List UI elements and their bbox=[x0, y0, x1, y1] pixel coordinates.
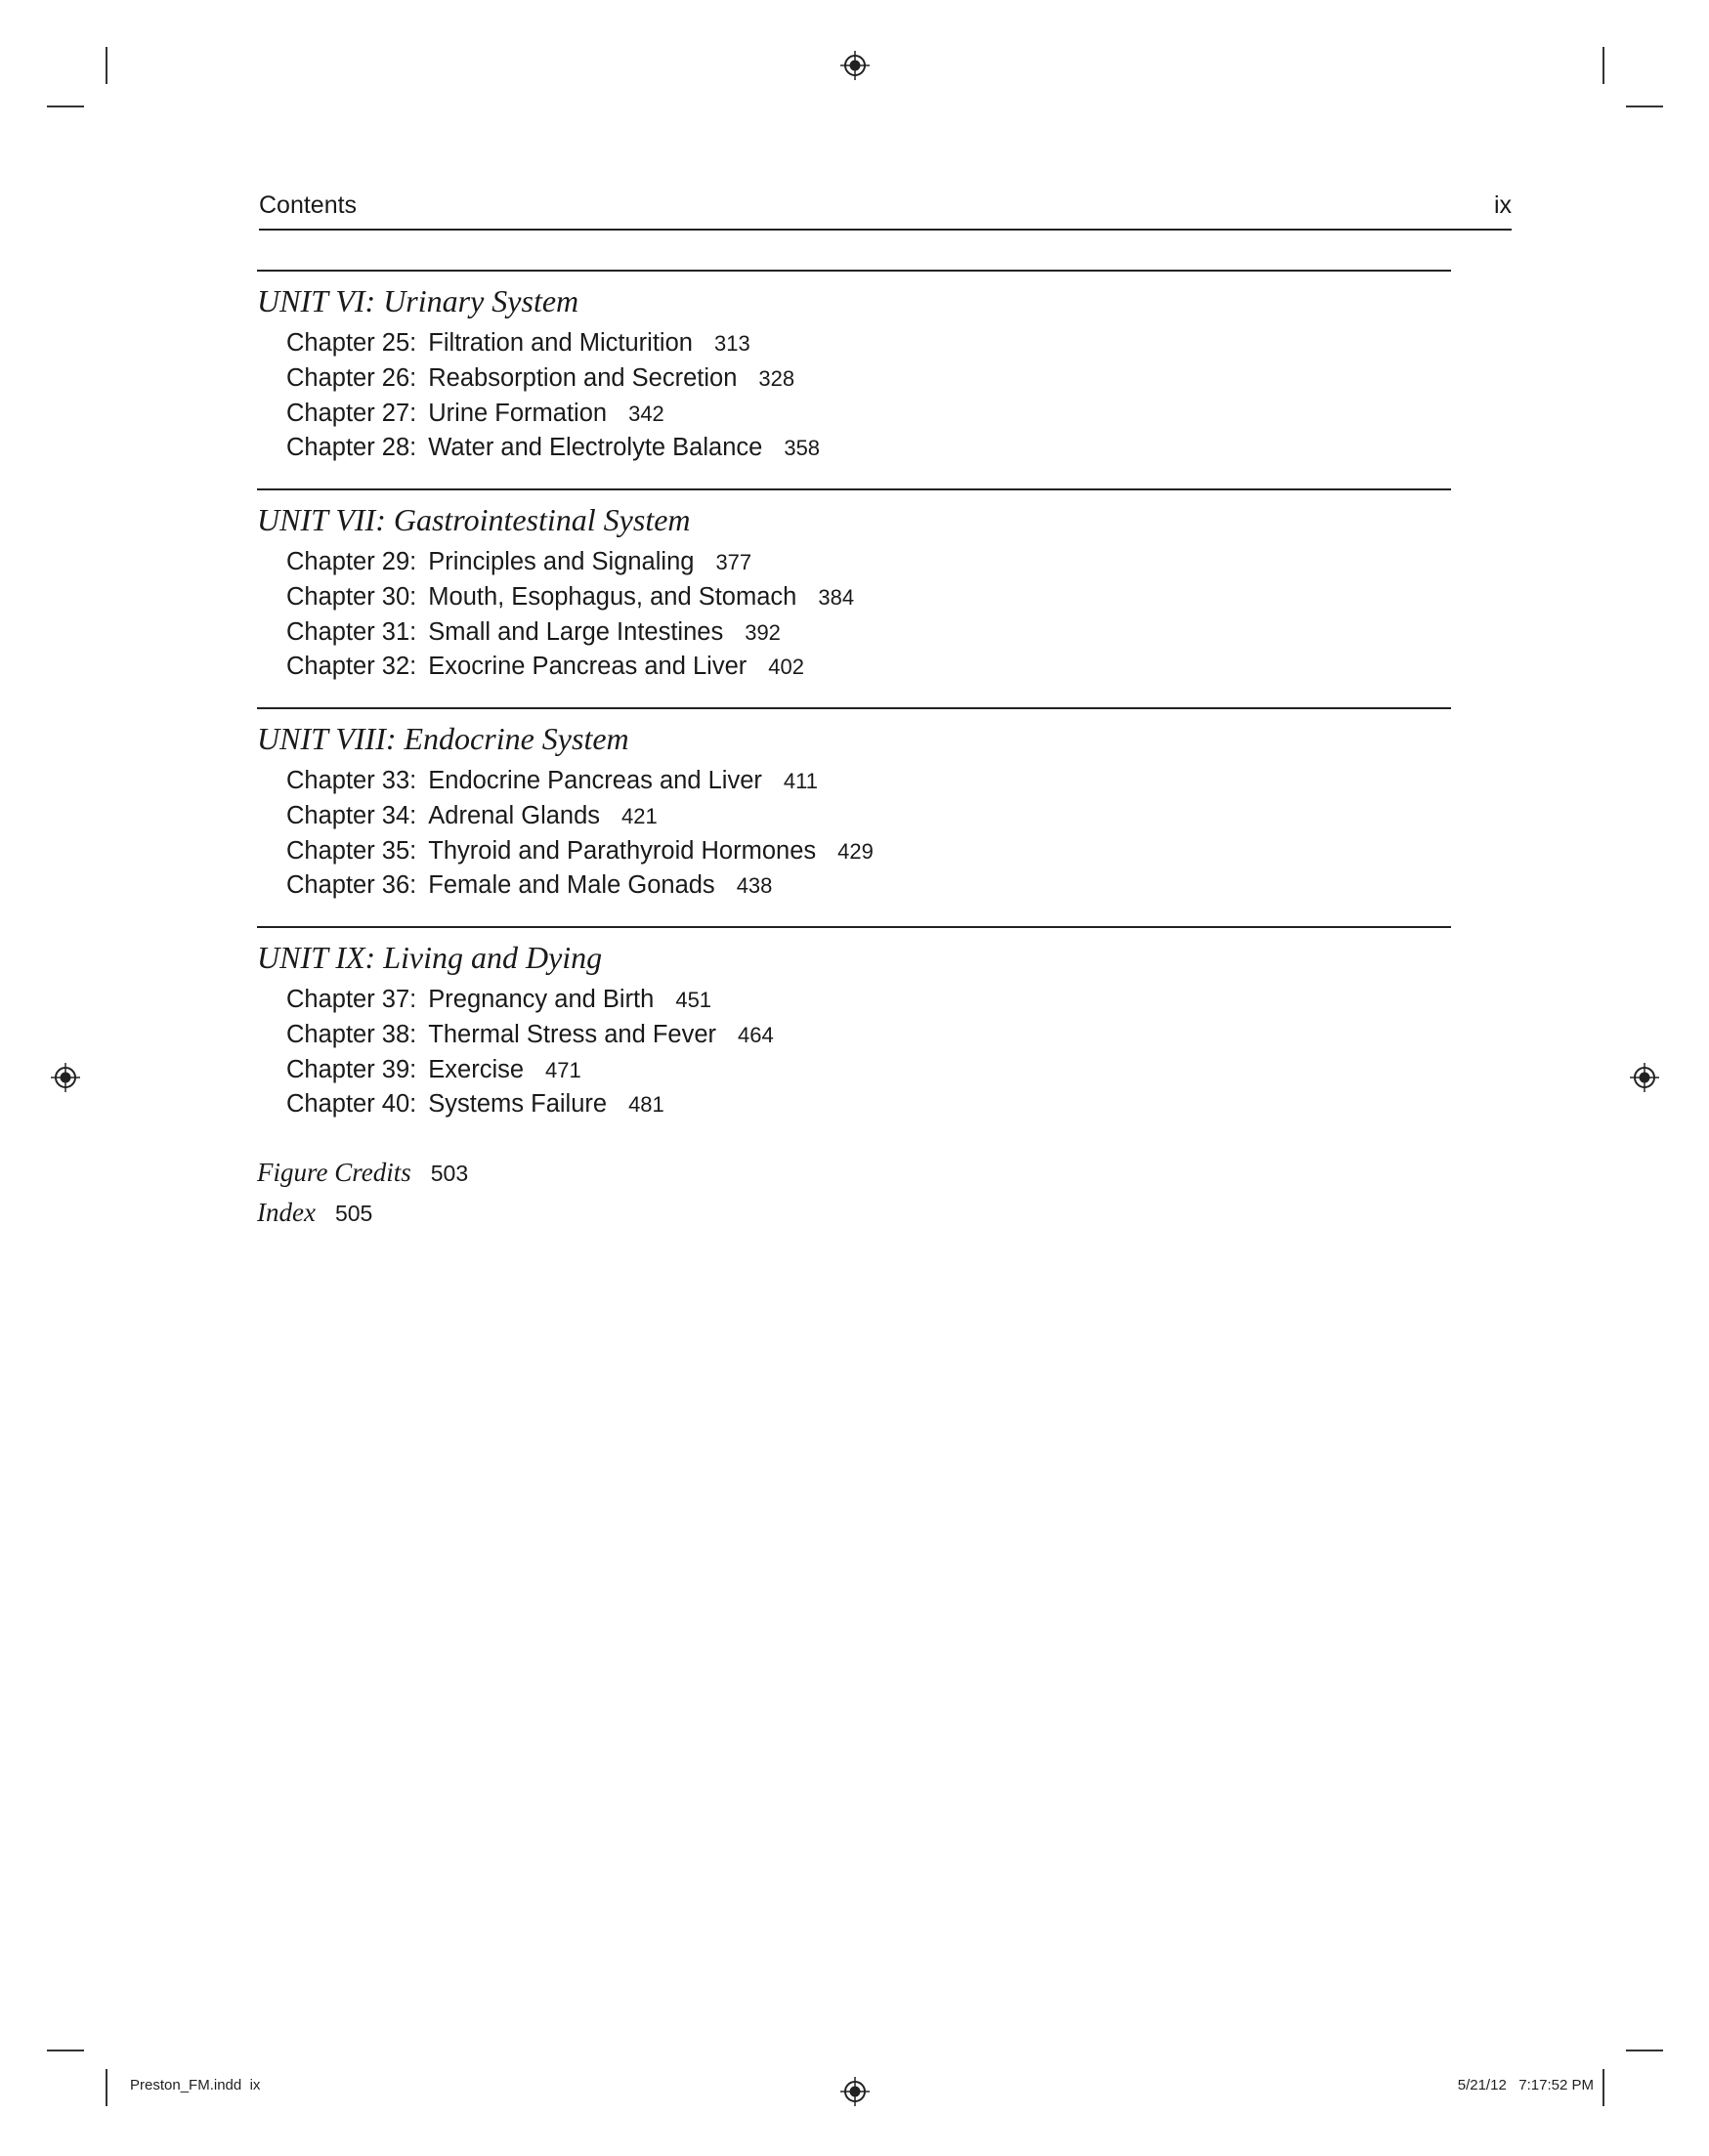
chapter-title: Principles and Signaling bbox=[428, 548, 695, 575]
chapter-entry bbox=[286, 834, 1451, 869]
chapter-entry bbox=[286, 650, 1451, 685]
chapter-title: Mouth, Esophagus, and Stomach bbox=[428, 582, 797, 611]
chapter-title: Urine Formation bbox=[428, 399, 608, 427]
chapter-entry bbox=[286, 799, 1451, 834]
chapter-title: Endocrine Pancreas and Liver bbox=[428, 767, 762, 794]
chapter-entry bbox=[286, 1018, 1451, 1053]
chapter-number: Chapter 25: bbox=[286, 329, 417, 357]
chapter-entry bbox=[286, 361, 1451, 397]
back-matter-entry bbox=[257, 1155, 468, 1195]
back-matter-entry bbox=[257, 1195, 468, 1235]
chapter-number: Chapter 32: bbox=[286, 653, 417, 681]
chapter-title: Small and Large Intestines bbox=[428, 617, 724, 646]
chapter-page: 313 bbox=[713, 331, 750, 356]
unit-title: UNIT VII: Gastrointestinal System bbox=[257, 502, 691, 537]
chapter-entry bbox=[286, 397, 1451, 432]
chapter-title: Pregnancy and Birth bbox=[428, 986, 655, 1013]
chapter-page: 421 bbox=[621, 803, 658, 828]
crop-mark-bottom-right-horizontal bbox=[1626, 2050, 1663, 2051]
unit-title: UNIT VI: Urinary System bbox=[257, 283, 579, 318]
chapter-title: Filtration and Micturition bbox=[428, 329, 693, 357]
chapter-page: 438 bbox=[736, 873, 773, 899]
running-head-title: Contents bbox=[259, 191, 358, 219]
chapter-number: Chapter 28: bbox=[286, 434, 417, 462]
chapter-entry bbox=[286, 545, 1451, 580]
chapter-number: Chapter 26: bbox=[286, 363, 417, 392]
chapter-number: Chapter 33: bbox=[286, 767, 417, 794]
crop-mark-bottom-left-horizontal bbox=[47, 2050, 84, 2051]
chapter-page: 471 bbox=[545, 1057, 581, 1082]
chapter-number: Chapter 38: bbox=[286, 1020, 417, 1048]
chapter-list bbox=[286, 545, 1451, 685]
page-folio: ix bbox=[1493, 191, 1512, 219]
chapter-title: Thyroid and Parathyroid Hormones bbox=[428, 836, 817, 865]
chapter-page: 328 bbox=[758, 365, 795, 391]
unit-section bbox=[257, 707, 1451, 904]
chapter-entry bbox=[286, 764, 1451, 799]
chapter-number: Chapter 31: bbox=[286, 617, 417, 646]
chapter-title: Female and Male Gonads bbox=[428, 871, 715, 900]
chapter-title: Adrenal Glands bbox=[428, 801, 601, 829]
slug-timestamp: 5/21/12 7:17:52 PM bbox=[1457, 2077, 1594, 2093]
chapter-page: 342 bbox=[628, 401, 664, 426]
back-matter-label: Figure Credits bbox=[257, 1158, 411, 1187]
chapter-title: Thermal Stress and Fever bbox=[428, 1020, 717, 1048]
registration-mark-icon bbox=[51, 1063, 80, 1092]
chapter-page: 358 bbox=[784, 436, 821, 461]
chapter-page: 377 bbox=[715, 550, 752, 574]
back-matter-page: 503 bbox=[430, 1161, 469, 1186]
back-matter-page: 505 bbox=[334, 1201, 373, 1226]
chapter-entry bbox=[286, 326, 1451, 361]
chapter-page: 464 bbox=[738, 1022, 774, 1047]
slug-page: ix bbox=[249, 2077, 261, 2093]
chapter-entry bbox=[286, 1087, 1451, 1122]
chapter-entry bbox=[286, 580, 1451, 615]
crop-mark-top-left-horizontal bbox=[47, 106, 84, 107]
chapter-page: 481 bbox=[628, 1092, 664, 1118]
chapter-number: Chapter 29: bbox=[286, 548, 417, 575]
crop-mark-top-right-vertical bbox=[1602, 47, 1604, 84]
chapter-list bbox=[286, 326, 1451, 466]
chapter-entry bbox=[286, 431, 1451, 466]
crop-mark-top-right-horizontal bbox=[1626, 106, 1663, 107]
chapter-title: Water and Electrolyte Balance bbox=[428, 434, 763, 462]
crop-mark-bottom-right-vertical bbox=[1602, 2069, 1604, 2106]
chapter-number: Chapter 37: bbox=[286, 986, 417, 1013]
chapter-entry bbox=[286, 1053, 1451, 1088]
running-head bbox=[259, 190, 1512, 231]
unit-section bbox=[257, 926, 1451, 1122]
chapter-entry bbox=[286, 868, 1451, 904]
chapter-number: Chapter 36: bbox=[286, 871, 417, 900]
chapter-number: Chapter 40: bbox=[286, 1090, 417, 1119]
chapter-number: Chapter 39: bbox=[286, 1055, 417, 1083]
chapter-title: Exercise bbox=[428, 1055, 525, 1083]
registration-mark-icon bbox=[1630, 1063, 1659, 1092]
chapter-page: 451 bbox=[675, 988, 712, 1012]
registration-mark-icon bbox=[840, 2077, 870, 2106]
chapter-page: 402 bbox=[768, 655, 804, 680]
slug-file-name: Preston_FM.indd bbox=[130, 2077, 242, 2093]
registration-mark-icon bbox=[840, 51, 870, 80]
unit-title: UNIT IX: Living and Dying bbox=[257, 940, 603, 975]
chapter-number: Chapter 27: bbox=[286, 399, 417, 427]
chapter-title: Reabsorption and Secretion bbox=[428, 363, 738, 392]
unit-section bbox=[257, 270, 1451, 466]
chapter-entry bbox=[286, 983, 1451, 1018]
chapter-page: 429 bbox=[837, 838, 874, 864]
crop-mark-top-left-vertical bbox=[106, 47, 107, 84]
unit-title: UNIT VIII: Endocrine System bbox=[257, 721, 629, 756]
chapter-list bbox=[286, 764, 1451, 904]
chapter-list bbox=[286, 983, 1451, 1122]
unit-section bbox=[257, 488, 1451, 685]
chapter-number: Chapter 30: bbox=[286, 582, 417, 611]
chapter-page: 384 bbox=[818, 584, 855, 610]
chapter-entry bbox=[286, 615, 1451, 651]
slug-file-info bbox=[130, 2077, 260, 2093]
chapter-number: Chapter 34: bbox=[286, 801, 417, 829]
back-matter-list bbox=[257, 1155, 468, 1235]
back-matter-label: Index bbox=[257, 1198, 316, 1227]
chapter-title: Systems Failure bbox=[428, 1090, 608, 1119]
chapter-title: Exocrine Pancreas and Liver bbox=[428, 653, 748, 681]
chapter-page: 392 bbox=[745, 619, 781, 645]
chapter-page: 411 bbox=[783, 769, 818, 793]
crop-mark-bottom-left-vertical bbox=[106, 2069, 107, 2106]
chapter-number: Chapter 35: bbox=[286, 836, 417, 865]
